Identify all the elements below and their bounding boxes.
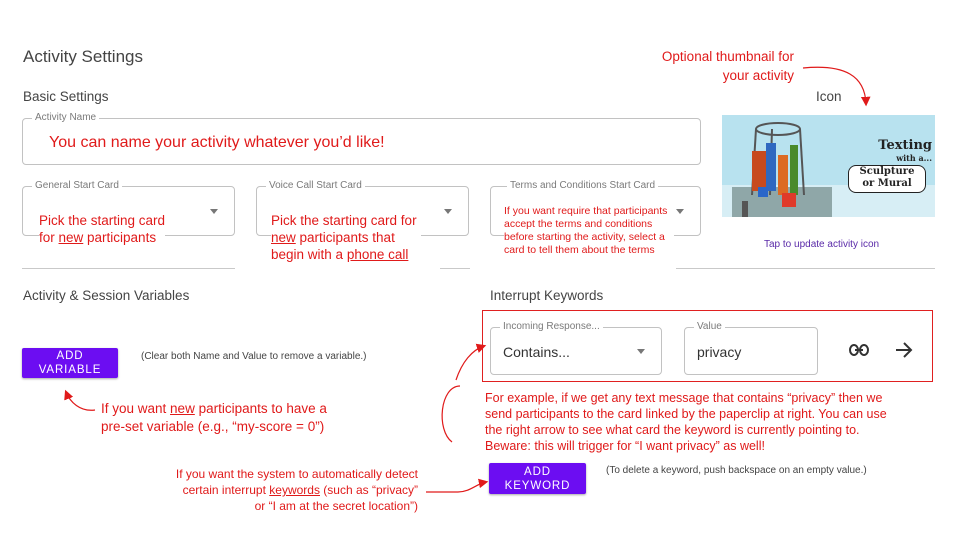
incoming-response-value: Contains... — [503, 344, 570, 360]
keyword-detect-line1: If you want the system to automatically detect — [175, 467, 418, 481]
keyword-example-line2: send participants to the card linked by the paperclip at right. You can use — [485, 407, 887, 421]
update-icon-link[interactable]: Tap to update activity icon — [764, 239, 880, 250]
voice-note-line3: begin with a phone call — [271, 247, 409, 262]
incoming-response-legend: Incoming Response... — [500, 321, 603, 333]
thumbnail-arrow — [803, 67, 866, 104]
keyword-example-line1: For example, if we get any text message that contains “privacy” then we — [485, 391, 883, 405]
basic-settings-heading: Basic Settings — [23, 89, 109, 104]
sign-text-mural: or Mural — [862, 178, 912, 189]
voice-note-line2: new participants that — [271, 230, 395, 245]
sign-text-with: with a... — [896, 153, 932, 163]
keyword-detect-line2: certain interrupt keywords (such as “privacy” — [182, 483, 418, 497]
keyword-example-line4: Beware: this will trigger for “I want privacy” as well! — [485, 439, 765, 453]
add-variable-label-line1: ADD — [56, 350, 84, 362]
general-start-card-legend: General Start Card — [32, 180, 122, 192]
variables-annotation-line2: pre-set variable (e.g., “my-score = 0”) — [101, 419, 325, 434]
add-keyword-label-line2: KEYWORD — [504, 480, 571, 492]
keywords-heading: Interrupt Keywords — [490, 288, 604, 303]
variables-heading: Activity & Session Variables — [23, 288, 190, 303]
terms-start-card-legend: Terms and Conditions Start Card — [507, 180, 658, 192]
voice-start-card-legend: Voice Call Start Card — [266, 180, 365, 192]
add-keyword-label-line1: ADD — [524, 466, 551, 478]
terms-start-annotation: If you want require that participants accept the terms and conditions before starting the activity, select a card to tell them about the terms — [504, 205, 674, 257]
voice-note-line1: Pick the starting card for — [271, 213, 417, 228]
keywords-hint: (To delete a keyword, push backspace on an empty value.) — [606, 465, 867, 476]
keyword-value-text: privacy — [697, 344, 742, 360]
thumbnail-annotation-line2: your activity — [722, 68, 794, 83]
sign-text-sculpture: Sculpture — [859, 166, 915, 177]
icon-heading: Icon — [816, 89, 842, 104]
activity-name-annotation: You can name your activity whatever you’d like! — [49, 134, 385, 151]
keyword-example-line3: the right arrow to see what card the keyword is currently pointing to. — [485, 423, 860, 437]
activity-name-legend: Activity Name — [32, 112, 99, 124]
keyword-detect-line3: or “I am at the secret location”) — [254, 499, 418, 513]
variables-hint: (Clear both Name and Value to remove a variable.) — [141, 351, 367, 362]
keyword-value-legend: Value — [694, 321, 725, 333]
variables-annotation-line1: If you want new participants to have a — [101, 401, 327, 416]
variable-arrow — [66, 392, 95, 410]
general-note-line2: for new participants — [39, 230, 157, 245]
keyword-arrow — [426, 482, 486, 492]
example-arrow — [456, 346, 484, 380]
general-note-line1: Pick the starting card — [39, 213, 166, 228]
example-bracket — [442, 386, 460, 442]
thumbnail-annotation-line1: Optional thumbnail for — [661, 49, 794, 64]
sign-text-texting: Texting — [878, 138, 932, 153]
page-title: Activity Settings — [23, 47, 143, 66]
add-variable-label-line2: VARIABLE — [38, 364, 102, 376]
